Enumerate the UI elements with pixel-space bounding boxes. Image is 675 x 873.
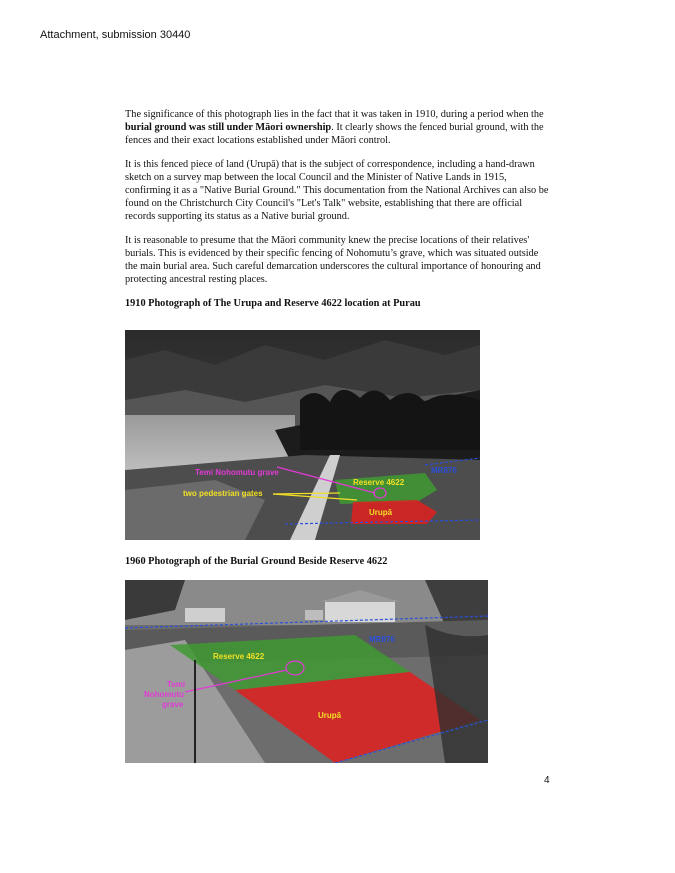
photo-1960-label-grave-line3: grave	[162, 700, 184, 709]
photo-1910-label-mr: MR876	[431, 466, 457, 475]
photo-1960-label-grave-line2: Nohomutu	[144, 690, 184, 699]
photo-1910-label-reserve: Reserve 4622	[353, 478, 405, 487]
paragraph-2: It is this fenced piece of land (Urupā) that is the subject of correspondence, including a hand-drawn sketch on a survey map between the local Council and the Minister of Native Lands in 1915, confirming it as a "Native Burial Ground." This documentation from the National Archives can also be found on the Christchurch City Council's "Let's Talk" website, establishing that there are official records supporting its status as a Native burial ground.	[125, 159, 549, 222]
document-body	[125, 108, 553, 310]
photo-1960	[125, 580, 488, 763]
page-header: Attachment, submission 30440	[40, 29, 191, 41]
photo-1910-label-grave: Temi Nohomutu grave	[195, 468, 279, 477]
photo-1910	[125, 330, 480, 540]
paragraph-3: It is reasonable to presume that the Māori community knew the precise locations of their relatives' burials. This is evidenced by their specific fencing of Nohomutu’s grave, which was situated outside the main burial area. Such careful demarcation underscores the cultural importance of honouring and protecting ancestral resting places.	[125, 235, 541, 285]
photo-1960-label-urupa: Urupā	[318, 711, 342, 720]
photo-1960-caption: 1960 Photograph of the Burial Ground Beside Reserve 4622	[125, 556, 388, 567]
photo-1960-label-reserve: Reserve 4622	[213, 652, 265, 661]
paragraph-1-bold: burial ground was still under Māori ownership	[125, 122, 332, 133]
photo-1960-label-grave-line1: Temi	[167, 680, 186, 689]
paragraph-1-text-b: . It clearly shows the fenced burial ground, with the fences and their exact locations established under Māori control.	[125, 122, 544, 146]
photo-1910-label-gates: two pedestrian gates	[183, 489, 263, 498]
page-number: 4	[544, 775, 550, 786]
paragraph-1-text-a: The significance of this photograph lies in the fact that it was taken in 1910, during a period when the	[125, 109, 544, 120]
paragraph-1	[125, 108, 553, 147]
photo-1910-caption: 1910 Photograph of The Urupa and Reserve 4622 location at Purau	[125, 298, 421, 309]
photo-1910-image	[125, 330, 480, 540]
photo-1960-label-mr: MR876	[369, 635, 395, 644]
photo-1960-image	[125, 580, 488, 763]
photo-1910-label-urupa: Urupā	[369, 508, 393, 517]
